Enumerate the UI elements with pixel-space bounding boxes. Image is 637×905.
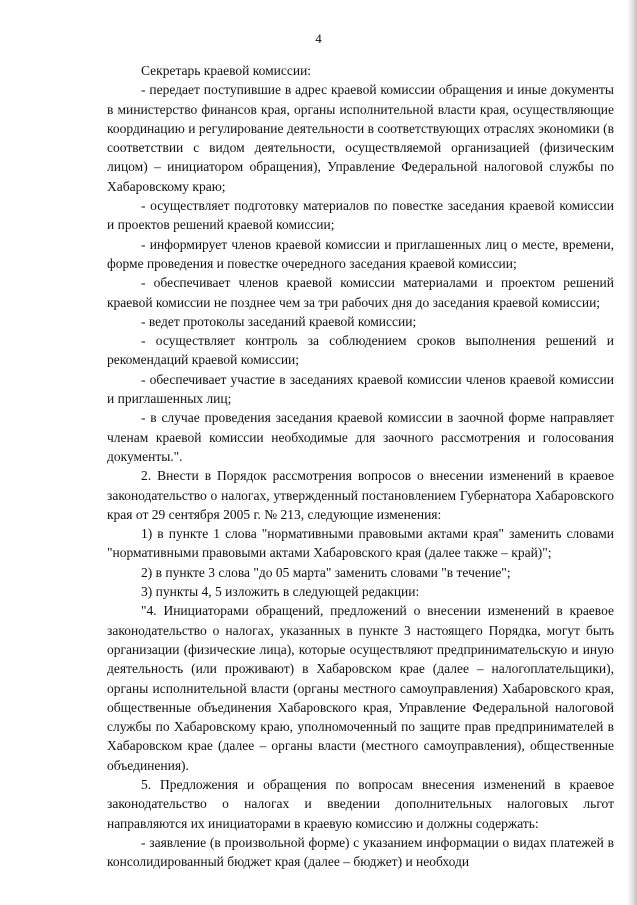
page-number: 4 <box>315 31 322 46</box>
paragraph: - в случае проведения заседания краевой комиссии в заочной форме направляет членам краевой комиссии необходимые для заочного рассмотрения и голосования документы.". <box>107 410 614 464</box>
paragraph: 2) в пункте 3 слова "до 05 марта" заменить словами "в течение"; <box>141 564 511 580</box>
paragraph: - осуществляет подготовку материалов по повестке заседания краевой комиссии и проектов решений краевой комиссии; <box>107 198 614 233</box>
paragraph: "4. Инициаторами обращений, предложений о внесении изменений в краевое законодательство о налогах, указанных в пункте 3 настоящего Порядка, могут быть организации (физические лица), которые осуществляют предпринимательскую и иную деятельность (или проживают) в Хабаровском крае (далее – налогоплательщики), органы исполнительной власти (органы местного самоуправления) Хабаровского края, общественные объединения Хабаровского края, Управление Федеральной налоговой службы по Хабаровскому краю, уполномоченный по защите прав предпринимателей в Хабаровском крае (далее – органы власти (местного самоуправления), общественные объединения). <box>107 603 614 773</box>
paragraph: 1) в пункте 1 слова "нормативными правовыми актами края" заменить словами "нормативными правовыми актами Хабаровского края (далее также – край)"; <box>107 526 614 561</box>
paragraph: 2. Внести в Порядок рассмотрения вопросов о внесении изменений в краевое законодательство о налогах, утвержденный постановлением Губернатора Хабаровского края от 29 сентября 2005 г. № 213, следующие изменения: <box>107 468 614 522</box>
paragraph: 5. Предложения и обращения по вопросам внесения изменений в краевое законодательство о налогах и введении дополнительных налоговых льгот направляются их инициаторами в краевую комиссию и должны содержать: <box>107 776 614 831</box>
paragraph: - заявление (в произвольной форме) с указанием информации о видах платежей в консолидированный бюджет края (далее – бюджет) и необходи <box>107 834 614 870</box>
document-body <box>107 61 614 871</box>
paragraph: - информирует членов краевой комиссии и приглашенных лиц о месте, времени, форме проведения и повестке очередного заседания краевой комиссии; <box>107 236 614 271</box>
paragraph: - обеспечивает членов краевой комиссии материалами и проектом решений краевой комиссии не позднее чем за три рабочих дня до заседания краевой комиссии; <box>107 275 614 310</box>
scan-edge-shadow <box>627 0 637 905</box>
paragraph: - обеспечивает участие в заседаниях краевой комиссии членов краевой комиссии и приглашенных лиц; <box>107 371 614 407</box>
paragraph: Секретарь краевой комиссии: <box>141 63 312 78</box>
paragraph: 3) пункты 4, 5 изложить в следующей редакции: <box>141 584 420 600</box>
paragraph: - передает поступившие в адрес краевой комиссии обращения и иные документы в министерство финансов края, органы исполнительной власти края, осуществляющие координацию и регулирование деятельности в соответствующих отраслях экономики (в соответствии с видом деятельности, осуществляемой организацией (физическим лицом) – инициатором обращения), Управление Федеральной налоговой службы по Хабаровскому краю; <box>107 82 614 194</box>
paragraph: - ведет протоколы заседаний краевой комиссии; <box>141 313 417 329</box>
paragraph: - осуществляет контроль за соблюдением сроков выполнения решений и рекомендаций краевой комиссии; <box>107 333 614 368</box>
